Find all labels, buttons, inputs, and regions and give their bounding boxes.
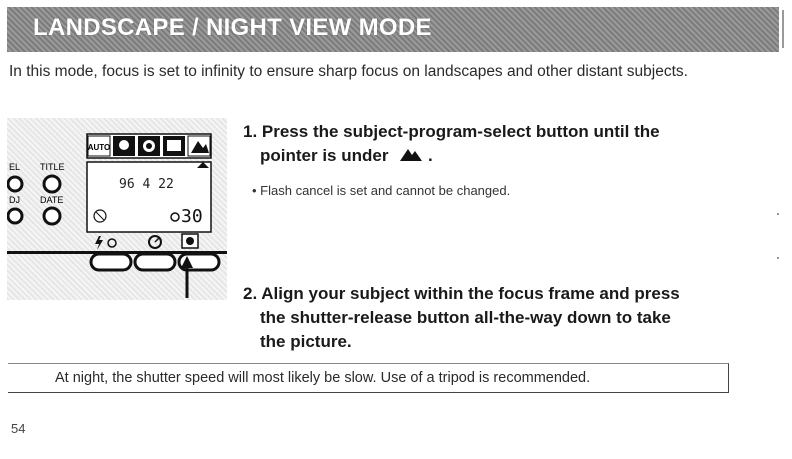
header-bar <box>7 7 779 52</box>
flash-button <box>91 254 131 270</box>
step-2-heading: 2. Align your subject within the focus frame and press <box>243 284 680 303</box>
lcd-frame-count: 30 <box>181 206 203 227</box>
step-1-heading-cont <box>243 144 660 168</box>
step-1-heading-period: . <box>427 146 433 165</box>
lcd-date: 96 4 22 <box>119 177 174 192</box>
portrait-button-icon <box>182 234 198 248</box>
page-title: LANDSCAPE / NIGHT VIEW MODE <box>33 14 432 41</box>
left-label-title: TITLE <box>40 162 65 172</box>
intro-text: In this mode, focus is set to infinity to ensure sharp focus on landscapes and other distant subjects. <box>9 63 688 80</box>
step-2-heading-line2: the shutter-release button all-the-way down to take <box>260 308 671 327</box>
step-1-heading: 1. Press the subject-program-select button until the <box>243 122 660 141</box>
step-2 <box>243 282 680 354</box>
step-1 <box>243 120 660 168</box>
edge-mark <box>782 10 784 48</box>
left-button <box>8 177 22 191</box>
camera-illustration <box>7 118 227 300</box>
left-label-date: DATE <box>40 195 64 205</box>
step-2-heading-line3: the picture. <box>260 332 352 351</box>
portrait-mode-icon <box>113 136 135 156</box>
landscape-mode-icon <box>399 146 423 162</box>
landscape-mode-icon <box>188 136 210 156</box>
action-mode-icon <box>138 136 160 156</box>
scan-speck <box>777 213 779 215</box>
page-number: 54 <box>11 421 26 436</box>
step-1-heading-line2: pointer is under <box>260 146 389 165</box>
title-button <box>44 176 60 192</box>
flash-note: • Flash cancel is set and cannot be changed. <box>252 183 511 198</box>
auto-mode-label: AUTO <box>87 143 111 152</box>
self-timer-icon <box>149 236 161 248</box>
scan-speck <box>777 257 779 259</box>
date-button <box>44 208 60 224</box>
flash-icon <box>95 236 116 250</box>
night-portrait-icon <box>163 136 185 156</box>
self-timer-button <box>135 254 175 270</box>
camera-back-drawing <box>7 118 227 300</box>
adj-button <box>8 209 22 223</box>
left-label-dj: DJ <box>9 195 20 205</box>
tip-text: At night, the shutter speed will most likely be slow. Use of a tripod is recommended. <box>55 370 591 386</box>
left-label-el: EL <box>9 162 21 172</box>
